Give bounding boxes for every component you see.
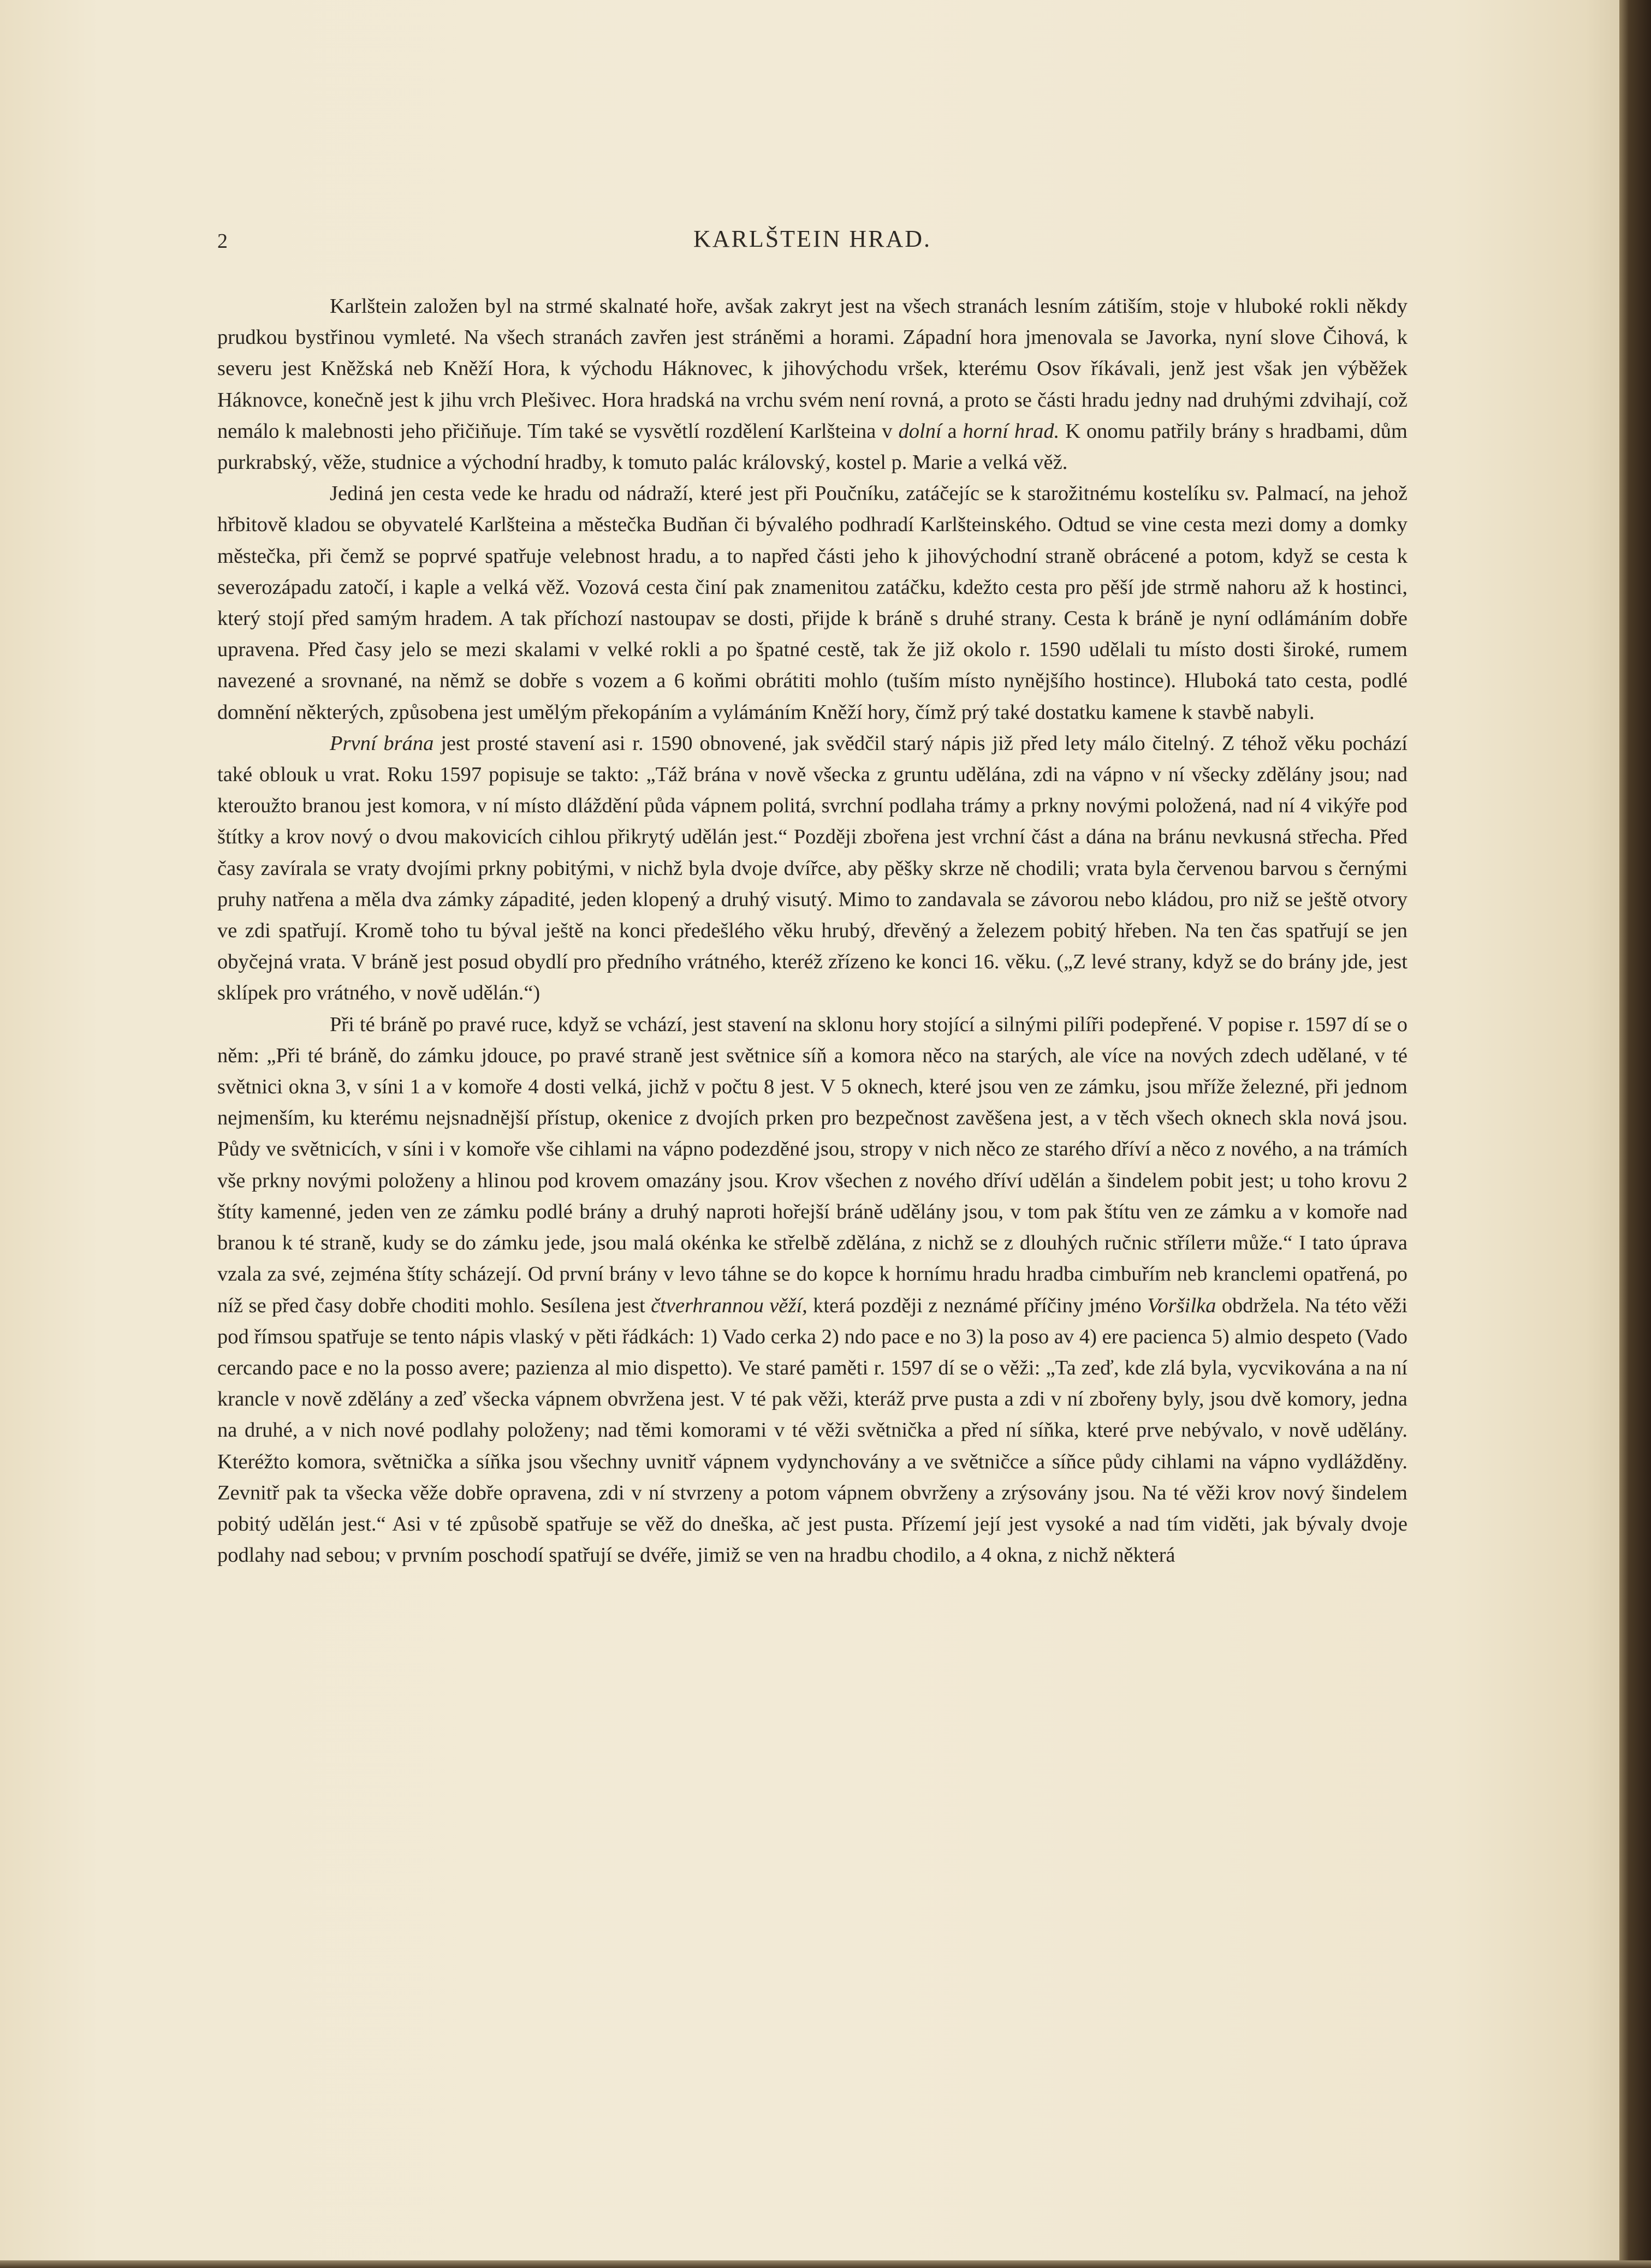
text-segment: Karlštein založen byl na strmé skalnaté hoře, avšak zakryt jest na všech stranách lesním zátiším, stoje v hluboké rokli někdy prudkou bystřinou vymleté. Na všech stranách zavřen jest stráněmi a horami. Západní hora jmenovala se Javorka, nyní slove Čihová, k severu jest Kněžská neb Kněží Hora, k východu Háknovec, k jihovýchodu vršek, kterému Osov říkávali, jenž jest však jen výběžek Háknovce, konečně jest k jihu vrch Plešivec. Hora hradská na vrchu svém není rovná, a proto se části hradu jedny nad druhými zdvihají, což nemálo k malebnosti jeho přičiňuje. Tím také se vysvětlí rozdělení Karlšteina v (217, 295, 1407, 443)
text-segment: K onomu patřily brány s hradbami, dům purkrabský, věže, studnice a východní hradby, k tomuto palác královský, kostel p. Marie a velká věž. (217, 419, 1407, 474)
page-title: KARLŠTEIN HRAD. (693, 225, 932, 252)
italic-term-prvni-brana: První brána (330, 731, 434, 755)
page-number: 2 (217, 230, 228, 253)
paragraph-gate-building (217, 1009, 1407, 1571)
page-bottom-edge (0, 2260, 1651, 2268)
text-segment: Jediná jen cesta vede ke hradu od nádraží, které jest při Poučníku, zatáčejíc se k starožitnému kostelíku sv. Palmací, na jehož hřbitově kladou se obyvatelé Karlšteina a městečka Budňan či bývalého podhradí Karlšteinského. Odtud se vine cesta mezi domy a domky městečka, při čemž se poprvé spatřuje velebnost hradu, a to napřed části jeho k jihovýchodní straně obrácené a potom, když se cesta k severozápadu zatočí, i kaple a velká věž. Vozová cesta činí pak znamenitou zatáčku, kdežto cesta pro pěší jde strmě nahoru až k hostinci, který stojí před samým hradem. A tak příchozí nastoupav se dosti, přijde k bráně s druhé strany. Cesta k bráně je nyní odlámáním dobře upravena. Před časy jelo se mezi skalami v velké rokli a po špatné cestě, tak že již okolo r. 1590 udělali tu místo dosti široké, rumem navezené a srovnané, na němž se dobře s vozem a 6 koňmi obrátiti mohlo (tuším místo nynějšího hostince). Hluboká tato cesta, podlé domnění některých, způsobena jest umělým překopáním a vylámáním Kněží hory, čímž prý také dostatku kamene k stavbě nabyli. (217, 482, 1407, 724)
paragraph-founding (217, 291, 1407, 478)
italic-term-horni-hrad: horní hrad. (963, 419, 1060, 443)
text-segment: jest prosté stavení asi r. 1590 obnovené, jak svědčil starý nápis již před lety málo čitelný. Z téhož věku pochází také oblouk u vrat. Roku 1597 popisuje se takto: „Táž brána v nově všecka z gruntu udělána, zdi na vápno v ní všecky zdělány jsou; nad kteroužto branou jest komora, v ní místo dláždění půda vápnem politá, svrchní podlaha trámy a prkny novými položená, nad ní 4 vikýře pod štítky a krov nový o dvou makovicích cihlou přikrytý udělán jest.“ Později zbořena jest vrchní část a dána na bránu nevkusná střecha. Před časy zavírala se vraty dvojími prkny pobitými, v nichž byla dvoje dvířce, aby pěšky skrze ně chodili; vrata byla červenou barvou s černými pruhy natřena a měla dva zámky západité, jeden klopený a druhý visutý. Mimo to zandavala se závorou nebo kládou, pro niž se ještě otvory ve zdi spatřují. Kromě toho tu býval ještě na konci předešlého věku hrubý, dřevěný a železem pobitý hřeben. Na ten čas spatřují se jen obyčejná vrata. V bráně jest posud obydlí pro předního vrátného, kteréž zřízeno ke konci 16. věku. („Z levé strany, když se do brány jde, jest sklípek pro vrátného, v nově udělán.“) (217, 731, 1407, 1005)
body-text (217, 291, 1407, 1571)
italic-term-dolni: dolní (898, 419, 942, 443)
paragraph-first-gate (217, 728, 1407, 1009)
italic-term-vorsilka: Voršilka (1147, 1294, 1216, 1317)
text-segment: Při té bráně po pravé ruce, když se vchází, jest stavení na sklonu hory stojící a silnými pilíři podepřené. V popise r. 1597 dí se o něm: „Při té bráně, do zámku jdouce, po pravé straně jest světnice síň a komora něco na starých, ale více na nových zdech udělané, v té světnici okna 3, v síni 1 a v komoře 4 dosti velká, jichž v počtu 8 jest. V 5 oknech, které jsou ven ze zámku, jsou mříže železné, při jednom nejmenším, ku kterému nejsnadnější přístup, okenice z dvojích prken pro bezpečnost zavěšena jest, a v těch všech oknech skla nová jsou. Půdy ve světnicích, v síni i v komoře vše cihlami na vápno podezděné jsou, stropy v nich něco ze starého dříví a něco z nového, a na trámích vše prkny novými položeny a hlinou pod krovem omazány jsou. Krov všechen z nového dříví udělán a šindelem pobit jest; u toho krovu 2 štíty kamenné, jeden ven ze zámku podlé brány a druhý naproti hořejší bráně udělány jsou, v tom pak štítu ven ze zámku a v komoře nad branou k té straně, kudy se do zámku jede, jsou malá okénka ke střelbě zdělána, z nichž se z dlouhých ručnic střílети může.“ I tato úprava vzala za své, zejména štíty scházejí. Od první brány v levo táhne se do kopce k hornímu hradu hradba cimbuřím neb kranclemi opatřená, po níž se před časy dobře choditi mohlo. Sesílena jest (217, 1013, 1407, 1317)
paragraph-road (217, 478, 1407, 728)
running-head (217, 225, 1407, 263)
text-segment: a (941, 419, 963, 443)
text-segment: obdržela. Na této věži pod římsou spatřuje se tento nápis vlaský v pěti řádkách: 1) Vado cerka 2) ndo pace e no 3) la poso av 4) ere pacienca 5) almio despeto (Vado cercando pace e no la posso avere; pazienza al mio dispetto). Ve staré paměti r. 1597 dí se o věži: „Ta zeď, kde zlá byla, vycvikována a na ní krancle v nově zdělány a zeď všecka vápnem obvržena jest. V té pak věži, kteráž prve pusta a zdi v ní zbořeny byly, jsou dvě komory, jedna na druhé, a v nich nové podlahy položeny; nad těmi komorami v té věži světnička a před ní síňka, které prve nebývalo, v nově udělány. Kteréžto komora, světnička a síňka jsou všechny uvnitř vápnem vydynchovány a ve světničce a síňce půdy cihlami na vápno vydlážděny. Zevnitř pak ta všecka věže dobře opravena, zdi v ní stvrzeny a potom vápnem obvrženy a zrýsovány jsou. Na té věži krov nový šindelem pobitý udělán jest.“ Asi v té způsobě spatřuje se věž do dneška, ač jest pusta. Přízemí její jest vysoké a nad tím viděti, jak bývaly dvoje podlahy nad sebou; v prvním poschodí spatřují se dvéře, jimiž se ven na hradbu chodilo, a 4 okna, z nichž některá (217, 1294, 1407, 1567)
italic-term-ctverhranna-vez: čtverhrannou věží, (651, 1294, 807, 1317)
text-segment: která později z neznámé příčiny jméno (807, 1294, 1148, 1317)
book-edge (1619, 0, 1651, 2268)
